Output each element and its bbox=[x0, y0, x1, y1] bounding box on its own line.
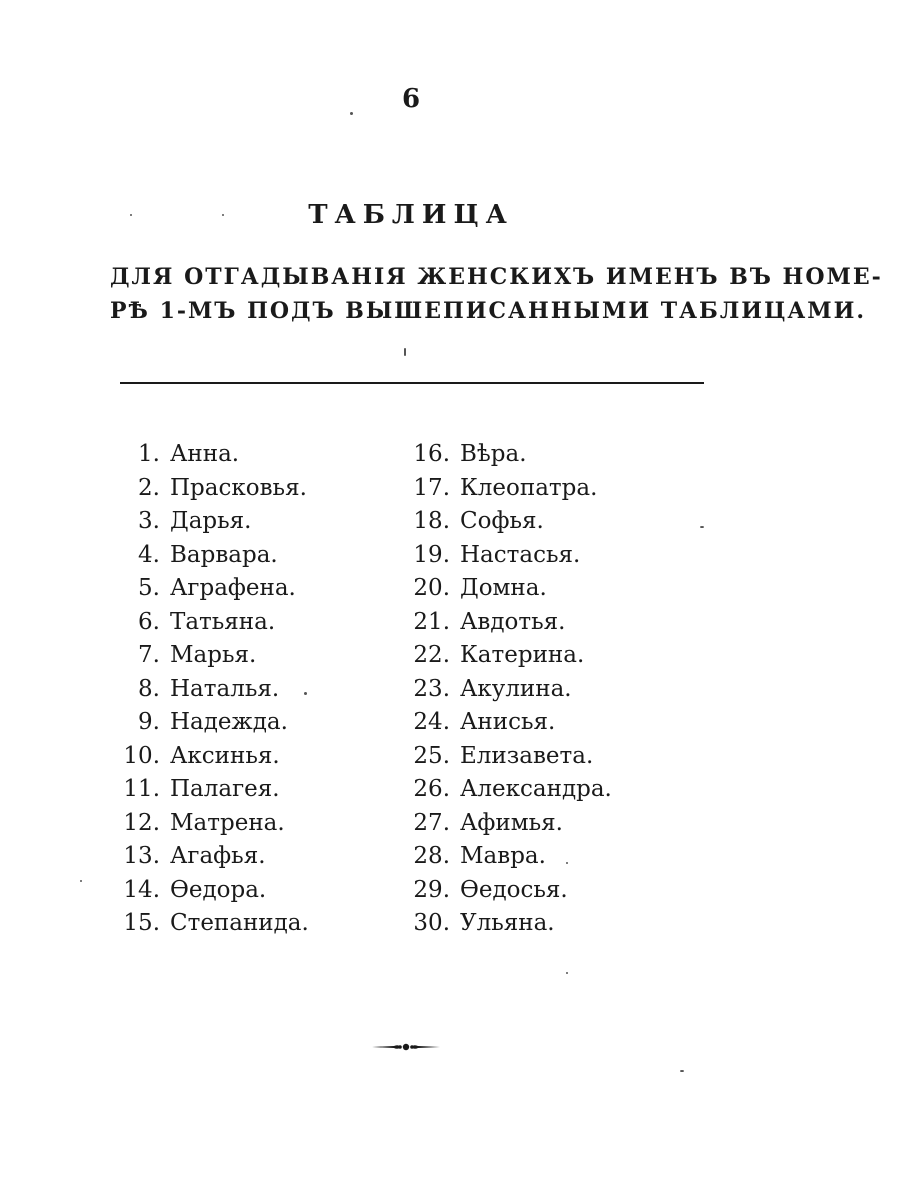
entry-number: 22. bbox=[413, 642, 450, 668]
subtitle bbox=[110, 260, 883, 328]
paper-speck bbox=[304, 692, 307, 695]
name-entry bbox=[112, 673, 309, 707]
entry-number: 7. bbox=[138, 642, 160, 668]
paper-speck bbox=[222, 214, 224, 216]
entry-name: Ульяна. bbox=[460, 910, 555, 936]
entry-number: 2. bbox=[138, 474, 160, 501]
entry-name: Домна. bbox=[460, 575, 547, 601]
entry-number: 24. bbox=[413, 709, 450, 735]
entry-number: 28. bbox=[413, 843, 450, 869]
name-entry bbox=[112, 505, 309, 539]
name-entry bbox=[112, 874, 309, 908]
entry-number: 30. bbox=[413, 910, 450, 936]
name-entry bbox=[402, 807, 612, 841]
subtitle-line-1: ДЛЯ ОТГАДЫВАНІЯ ЖЕНСКИХЪ ИМЕНЪ ВЪ НОМЕ- bbox=[110, 264, 883, 290]
entry-number: 16. bbox=[413, 441, 450, 467]
name-entry bbox=[402, 505, 612, 539]
names-column-left bbox=[112, 438, 309, 941]
name-entry bbox=[402, 740, 612, 774]
entry-name: Палагея. bbox=[170, 776, 280, 802]
entry-number: 9. bbox=[138, 709, 160, 735]
name-entry bbox=[402, 773, 612, 807]
entry-name: Клеопатра. bbox=[460, 474, 598, 501]
paper-speck bbox=[130, 214, 132, 216]
entry-name: Афимья. bbox=[460, 809, 563, 836]
name-entry bbox=[402, 639, 612, 673]
name-entry bbox=[402, 673, 612, 707]
entry-number: 5. bbox=[138, 575, 160, 601]
paper-speck bbox=[350, 112, 353, 115]
entry-number: 3. bbox=[138, 508, 160, 534]
tailpiece-ornament-icon bbox=[372, 1040, 440, 1054]
entry-name: Елизавета. bbox=[460, 742, 594, 769]
name-entry bbox=[402, 539, 612, 573]
entry-name: Дарья. bbox=[170, 508, 252, 534]
entry-number: 15. bbox=[123, 910, 160, 936]
paper-speck bbox=[680, 1070, 684, 1072]
name-entry bbox=[402, 472, 612, 506]
entry-number: 17. bbox=[413, 474, 450, 501]
entry-name: Степанида. bbox=[170, 910, 309, 936]
entry-name: Прасковья. bbox=[170, 474, 307, 501]
entry-number: 25. bbox=[413, 742, 450, 769]
paper-speck bbox=[566, 862, 568, 864]
name-entry bbox=[402, 438, 612, 472]
entry-name: Вѣра. bbox=[460, 441, 527, 467]
entry-name: Александра. bbox=[460, 776, 612, 802]
entry-name: Мавра. bbox=[460, 843, 546, 869]
entry-name: Катерина. bbox=[460, 642, 585, 668]
name-entry bbox=[112, 840, 309, 874]
entry-name: Татьяна. bbox=[170, 608, 276, 635]
page-number: 6 bbox=[401, 84, 421, 114]
entry-number: 20. bbox=[413, 575, 450, 601]
entry-number: 18. bbox=[413, 508, 450, 534]
entry-name: Наталья. bbox=[170, 675, 280, 702]
entry-name: Марья. bbox=[170, 642, 257, 668]
entry-name: Аграфена. bbox=[170, 575, 296, 601]
name-entry bbox=[112, 773, 309, 807]
entry-name: Надежда. bbox=[170, 709, 288, 735]
entry-number: 6. bbox=[138, 608, 160, 635]
name-entry bbox=[112, 572, 309, 606]
entry-number: 27. bbox=[413, 809, 450, 836]
entry-name: Авдотья. bbox=[460, 608, 566, 635]
entry-number: 13. bbox=[123, 843, 160, 869]
name-entry bbox=[112, 907, 309, 941]
entry-name: Ѳедора. bbox=[170, 876, 267, 903]
entry-name: Ѳедосья. bbox=[460, 876, 568, 903]
name-entry bbox=[112, 539, 309, 573]
entry-number: 1. bbox=[138, 441, 160, 467]
entry-number: 21. bbox=[413, 608, 450, 635]
name-entry bbox=[112, 740, 309, 774]
horizontal-rule bbox=[120, 382, 704, 384]
entry-number: 11. bbox=[123, 776, 160, 802]
entry-number: 12. bbox=[123, 809, 160, 836]
names-column-right bbox=[402, 438, 612, 941]
paper-speck bbox=[566, 972, 568, 974]
name-entry bbox=[402, 706, 612, 740]
entry-name: Анисья. bbox=[460, 709, 556, 735]
entry-name: Матрена. bbox=[170, 809, 285, 836]
name-entry bbox=[112, 807, 309, 841]
entry-number: 14. bbox=[123, 876, 160, 903]
entry-name: Настасья. bbox=[460, 541, 581, 568]
name-entry bbox=[112, 606, 309, 640]
name-entry bbox=[112, 438, 309, 472]
name-entry bbox=[402, 907, 612, 941]
name-entry bbox=[112, 472, 309, 506]
entry-name: Агафья. bbox=[170, 843, 266, 869]
name-entry bbox=[402, 606, 612, 640]
entry-number: 29. bbox=[413, 876, 450, 903]
name-entry bbox=[112, 639, 309, 673]
entry-number: 4. bbox=[138, 541, 160, 568]
name-entry bbox=[112, 706, 309, 740]
entry-number: 26. bbox=[413, 776, 450, 802]
entry-number: 8. bbox=[138, 675, 160, 702]
entry-name: Акулина. bbox=[460, 675, 572, 702]
page-title: ТАБЛИЦА bbox=[308, 200, 514, 230]
entry-name: Софья. bbox=[460, 508, 544, 534]
name-entry bbox=[402, 572, 612, 606]
entry-name: Аксинья. bbox=[170, 742, 280, 769]
paper-speck bbox=[404, 348, 406, 356]
entry-number: 23. bbox=[413, 675, 450, 702]
paper-speck bbox=[80, 880, 82, 882]
paper-speck bbox=[700, 526, 704, 528]
entry-name: Анна. bbox=[170, 441, 240, 467]
entry-number: 19. bbox=[413, 541, 450, 568]
name-entry bbox=[402, 874, 612, 908]
entry-number: 10. bbox=[123, 742, 160, 769]
name-entry bbox=[402, 840, 612, 874]
subtitle-line-2: РѢ 1-МЪ ПОДЪ ВЫШЕПИСАННЫМИ ТАБЛИЦАМИ. bbox=[110, 298, 867, 324]
entry-name: Варвара. bbox=[170, 541, 278, 568]
